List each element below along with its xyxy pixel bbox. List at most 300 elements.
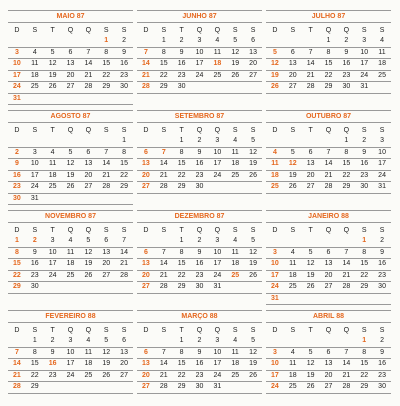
day-cell: 24 [360,71,369,79]
weekday-label: T [179,227,184,234]
day-cell: 16 [378,360,386,367]
day-cell: 9 [380,248,385,256]
weekday-label: Q [85,127,92,134]
week-row [266,348,391,360]
week-row [266,171,391,183]
day-cell: 7 [161,348,166,356]
day-cell: 8 [161,48,166,56]
week-row [266,359,391,371]
weekday-label: S [161,27,167,34]
day-cell: 29 [177,183,186,190]
day-cell: 9 [14,160,19,167]
day-cell: 4 [290,348,295,356]
day-cell: 26 [288,183,297,190]
week-row [8,382,133,394]
week-row [137,248,262,260]
day-cell: 4 [233,137,238,144]
week-row [137,148,262,160]
day-cell: 5 [68,148,73,156]
day-cell [8,336,26,347]
weekday-label: S [379,127,385,134]
day-cell: 20 [66,71,75,79]
day-cell: 20 [324,371,333,379]
weekday-label: S [121,327,127,334]
day-cell: 17 [213,260,222,267]
day-cell: 30 [378,383,386,390]
day-cell [320,136,338,147]
day-cell: 2 [197,237,202,244]
day-cell [155,336,173,347]
day-cell: 1 [362,237,367,244]
weekday-label: D [143,327,149,334]
day-cell: 19 [48,71,57,79]
day-cell [320,236,338,247]
weekday-label: S [361,227,367,234]
weekday-label: Q [196,127,203,134]
day-cell: 15 [177,160,186,167]
day-cell: 28 [13,383,21,390]
weekday-label: S [121,127,127,134]
day-cell: 2 [362,137,367,144]
day-cell: 10 [48,248,57,256]
week-row [266,248,391,260]
day-cell: 28 [120,271,128,279]
day-cell [266,236,284,247]
day-cell: 12 [306,260,315,267]
weekday-label: S [290,27,296,34]
week-row [137,282,262,294]
day-cell: 4 [50,148,55,156]
day-cell: 8 [104,48,109,56]
day-cell: 21 [13,371,21,379]
day-cell: 12 [249,248,257,256]
day-cell [226,382,244,393]
week-row [8,36,133,48]
day-cell: 5 [308,248,313,256]
day-cell: 12 [306,360,315,367]
day-cell: 30 [120,83,128,90]
day-cell: 4 [272,148,277,156]
day-cell: 13 [142,360,150,367]
day-cell: 8 [179,348,184,356]
day-cell: 19 [288,171,297,179]
day-cell: 16 [30,260,39,267]
day-cell: 23 [13,183,21,190]
day-cell: 30 [195,283,204,290]
day-cell: 29 [177,283,186,290]
day-cell: 4 [32,48,37,56]
day-cell: 23 [195,171,204,179]
day-cell: 31 [213,283,222,290]
day-cell: 21 [324,171,333,179]
week-row [8,259,133,271]
weekday-label: S [32,27,38,34]
day-cell: 24 [271,383,279,390]
day-cell: 29 [159,83,168,90]
week-row [8,348,133,360]
day-cell: 1 [179,337,184,344]
weekday-header-row [8,226,133,236]
day-cell: 27 [142,383,150,390]
day-cell: 14 [324,160,333,167]
day-cell: 23 [120,71,128,79]
day-cell [284,136,302,147]
day-cell: 14 [306,60,315,67]
weekday-label: S [32,227,38,234]
day-cell [137,236,155,247]
day-cell: 28 [159,183,168,190]
day-cell: 21 [306,71,315,79]
weekday-label: T [308,227,313,234]
day-cell: 7 [344,248,349,256]
day-cell: 22 [177,371,186,379]
day-cell: 25 [66,271,75,279]
week-row [8,182,133,194]
day-cell: 18 [271,171,279,179]
weekday-label: Q [343,327,350,334]
day-cell: 18 [48,171,57,179]
day-cell: 9 [122,48,127,56]
day-cell: 11 [231,148,239,156]
day-cell: 11 [231,348,239,356]
month-card [266,110,391,206]
week-row [266,71,391,83]
day-cell: 8 [179,148,184,156]
day-cell: 25 [271,183,279,190]
month-card [8,310,133,406]
day-cell: 20 [84,171,93,179]
day-cell: 14 [342,360,351,367]
day-cell: 28 [324,183,333,190]
day-cell: 1 [326,37,331,44]
weekday-header-row [137,126,262,136]
day-cell: 2 [344,37,349,44]
day-cell: 25 [378,71,386,79]
weekday-label: S [250,27,256,34]
day-cell: 22 [159,71,168,79]
day-cell: 6 [308,148,313,156]
week-row [137,348,262,360]
day-cell: 8 [122,148,127,156]
day-cell: 18 [231,160,240,167]
day-cell: 23 [378,371,386,379]
day-cell: 15 [102,60,111,67]
day-cell [97,282,115,293]
day-cell: 6 [251,37,256,44]
weekday-label: Q [85,27,92,34]
day-cell: 24 [378,171,386,179]
day-cell: 1 [179,137,184,144]
day-cell: 15 [342,160,351,167]
weekday-header-row [8,326,133,336]
day-cell: 4 [68,237,73,244]
month-title: OUTUBRO 87 [266,110,391,123]
day-cell: 29 [102,83,111,90]
day-cell: 25 [84,371,93,379]
day-cell: 18 [231,260,240,267]
day-cell: 31 [13,94,21,102]
day-cell [8,136,26,147]
day-cell: 1 [122,137,127,144]
weekday-label: Q [343,227,350,234]
day-cell: 27 [66,83,75,90]
day-cell: 18 [378,60,386,67]
week-row [137,159,262,171]
day-cell: 9 [32,248,37,256]
day-cell: 17 [378,160,386,167]
day-cell: 28 [102,183,111,190]
day-cell: 18 [213,60,222,67]
weekday-label: Q [214,27,221,34]
day-cell: 7 [143,48,148,56]
weekday-label: T [50,127,55,134]
day-cell: 16 [195,360,204,367]
week-row [266,182,391,194]
day-cell: 1 [179,237,184,244]
day-cell: 17 [271,271,279,279]
day-cell: 3 [362,37,367,44]
week-row [8,48,133,60]
day-cell: 25 [231,171,240,179]
day-cell: 15 [13,260,21,267]
day-cell: 24 [13,83,21,90]
day-cell [320,294,338,305]
day-cell [79,36,97,47]
day-cell: 3 [50,237,55,244]
day-cell [155,136,173,147]
month-card [137,10,262,106]
day-cell: 5 [251,137,256,144]
day-cell: 27 [84,183,93,190]
day-cell [208,182,226,193]
month-title: MAIO 87 [8,10,133,23]
day-cell [97,382,115,393]
day-cell: 4 [215,37,220,44]
day-cell: 15 [177,360,186,367]
day-cell [115,94,133,105]
weekday-label: S [361,27,367,34]
day-cell: 26 [66,183,75,190]
day-cell: 16 [120,60,128,67]
day-cell: 3 [32,148,37,156]
day-cell: 24 [213,271,222,279]
day-cell [302,236,320,247]
day-cell [373,82,391,93]
week-row [266,371,391,383]
weekday-label: S [232,27,238,34]
week-row [8,336,133,348]
week-row [137,271,262,283]
weekday-label: Q [196,27,203,34]
day-cell: 15 [120,160,128,167]
day-cell: 19 [84,260,93,267]
day-cell: 5 [290,148,295,156]
weekday-label: S [379,27,385,34]
day-cell: 15 [360,260,369,267]
day-cell: 1 [14,237,19,244]
weekday-label: S [32,127,38,134]
week-row [266,59,391,71]
week-row [137,182,262,194]
day-cell: 16 [177,60,186,67]
day-cell: 6 [104,237,109,244]
month-title: ABRIL 88 [266,310,391,323]
day-cell: 21 [142,71,150,79]
day-cell [44,282,62,293]
weekday-label: Q [214,327,221,334]
day-cell [62,136,80,147]
weekday-label: D [143,227,149,234]
month-card [266,210,391,306]
week-row [266,382,391,394]
weekday-label: S [250,327,256,334]
day-cell: 5 [233,37,238,44]
weekday-label: Q [325,127,332,134]
day-cell: 26 [48,83,57,90]
day-cell [79,382,97,393]
day-cell: 5 [308,348,313,356]
day-cell: 13 [249,48,257,56]
day-cell: 29 [13,283,21,290]
week-row [266,294,391,306]
day-cell [97,94,115,105]
week-row [137,382,262,394]
week-row [8,282,133,294]
weekday-label: S [121,27,127,34]
day-cell [244,282,262,293]
day-cell: 23 [378,271,386,279]
day-cell: 11 [31,60,39,67]
day-cell: 14 [142,60,150,67]
day-cell: 26 [102,371,111,379]
weekday-header-row [8,26,133,36]
day-cell: 2 [179,37,184,44]
day-cell: 22 [30,371,39,379]
day-cell: 16 [48,360,57,367]
weekday-label: D [14,227,20,234]
day-cell: 5 [251,337,256,344]
day-cell: 10 [195,48,204,56]
weekday-label: S [290,227,296,234]
calendar-grid [8,10,391,406]
day-cell: 27 [142,283,150,290]
weekday-label: S [379,227,385,234]
weekday-header-row [137,26,262,36]
day-cell: 18 [231,360,240,367]
day-cell [44,94,62,105]
month-card [137,110,262,206]
day-cell: 8 [362,248,367,256]
day-cell: 29 [360,283,369,290]
day-cell: 19 [306,371,315,379]
month-title: SETEMBRO 87 [137,110,262,123]
week-row [137,236,262,248]
week-row [266,336,391,348]
weekday-label: D [14,127,20,134]
day-cell: 22 [342,171,351,179]
weekday-label: S [361,127,367,134]
day-cell: 8 [14,248,19,256]
day-cell: 4 [380,37,385,44]
day-cell [44,382,62,393]
day-cell: 26 [249,371,257,379]
day-cell: 22 [324,71,333,79]
day-cell: 10 [30,160,39,167]
day-cell: 13 [288,60,297,67]
day-cell: 14 [159,160,168,167]
weekday-label: S [250,227,256,234]
day-cell: 4 [86,337,91,344]
day-cell [284,236,302,247]
day-cell: 30 [360,183,369,190]
day-cell: 31 [271,294,279,302]
weekday-label: T [50,327,55,334]
day-cell [320,336,338,347]
day-cell: 22 [102,71,111,79]
day-cell: 27 [288,83,297,90]
month-title: JANEIRO 88 [266,210,391,223]
weekday-label: S [103,27,109,34]
day-cell: 26 [271,83,279,90]
day-cell: 6 [122,337,127,344]
day-cell: 16 [195,160,204,167]
day-cell: 15 [30,360,39,367]
week-row [266,282,391,294]
week-row [266,148,391,160]
weekday-label: D [14,327,20,334]
day-cell: 21 [159,371,168,379]
day-cell [79,94,97,105]
day-cell: 5 [104,337,109,344]
day-cell: 17 [30,171,39,179]
day-cell: 24 [30,183,39,190]
day-cell: 4 [233,237,238,244]
day-cell: 12 [249,348,257,356]
day-cell [244,82,262,93]
day-cell: 2 [50,337,55,344]
week-row [266,136,391,148]
month-card [266,10,391,106]
day-cell: 8 [179,248,184,256]
day-cell [266,136,284,147]
day-cell [62,382,80,393]
weekday-label: S [232,127,238,134]
day-cell: 19 [271,71,279,79]
weekday-label: S [161,227,167,234]
day-cell: 30 [177,83,186,90]
day-cell: 7 [161,248,166,256]
day-cell: 8 [326,48,331,56]
day-cell: 31 [30,194,39,202]
day-cell: 6 [143,148,148,156]
month-card [137,310,262,406]
day-cell: 17 [271,371,279,379]
day-cell: 6 [143,248,148,256]
weekday-label: Q [85,327,92,334]
day-cell: 21 [159,271,168,279]
week-row [137,371,262,383]
day-cell: 15 [159,60,168,67]
weekday-label: D [272,327,278,334]
day-cell: 8 [344,148,349,156]
week-row [266,271,391,283]
week-row [137,59,262,71]
day-cell: 15 [324,60,333,67]
day-cell: 7 [104,148,109,156]
day-cell [26,136,44,147]
weekday-label: T [179,327,184,334]
day-cell: 13 [84,160,93,167]
